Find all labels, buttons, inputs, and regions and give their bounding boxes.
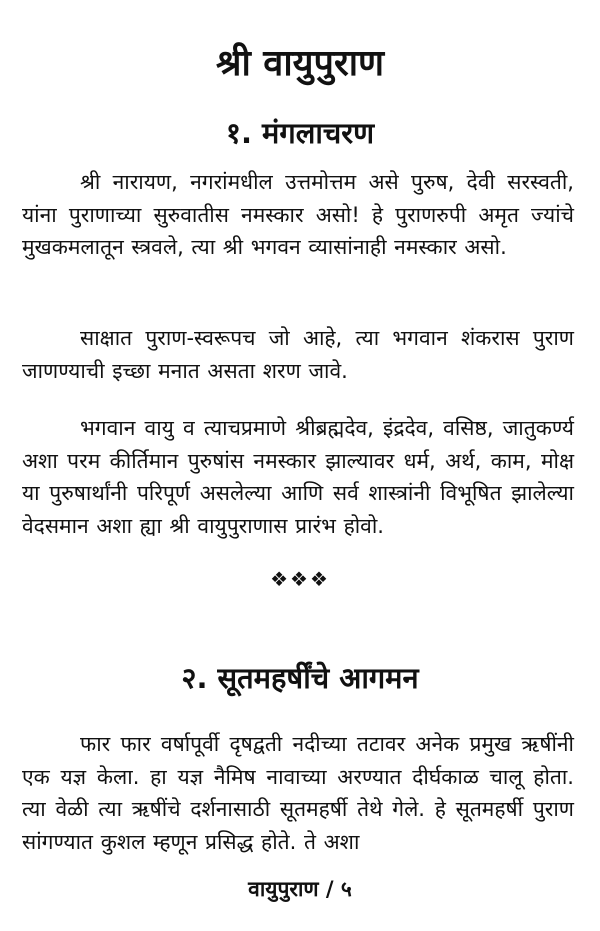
paragraph: साक्षात पुराण-स्वरूपच जो आहे, त्या भगवान शंकरास पुराण जाणण्याची इच्छा मनात असता शरण जावे. bbox=[22, 326, 574, 383]
paragraph: भगवान वायु व त्याचप्रमाणे श्रीब्रह्मदेव, इंद्रदेव, वसिष्ठ, जातुकर्ण्य अशा परम कीर्तिमान पुरुषांस नमस्कार झाल्यावर धर्म, अर्थ, काम, मोक्ष या पुरुषार्थांनी परिपूर्ण असलेल्या आणि सर्व शास्त्रांनी विभूषित झालेल्या वेदसमान अशा ह्या श्री वायुपुराणास प्रारंभ होवो. bbox=[22, 416, 574, 538]
paragraph: श्री नारायण, नगरांमधील उत्तमोत्तम असे पुरुष, देवी सरस्वती, यांना पुराणाच्या सुरुवातीस नमस्कार असो! हे पुराणरुपी अमृत ज्यांचे मुखकमलातून स्त्रवले, त्या श्री भगवन व्यासांनाही नमस्कार असो. bbox=[22, 170, 574, 259]
book-title: श्री वायुपुराण bbox=[215, 43, 385, 84]
paragraph: फार फार वर्षापूर्वी दृषद्वती नदीच्या तटावर अनेक प्रमुख ऋषींनी एक यज्ञ केला. हा यज्ञ नैमिष नावाच्या अरण्यात दीर्घकाळ चालू होता. त्या वेळी त्या ऋषींचे दर्शनासाठी सूतमहर्षी तेथे गेले. हे सूतमहर्षी पुराण सांगण्यात कुशल म्हणून प्रसिद्ध होते. ते अशा bbox=[22, 732, 574, 854]
section-divider-ornament: ❖❖❖ bbox=[270, 567, 330, 591]
page-footer: वायुपुराण / ५ bbox=[248, 877, 352, 901]
chapter-heading-mangalacharan: १. मंगलाचरण bbox=[225, 116, 375, 150]
chapter-heading-sutamaharshi-aagaman: २. सूतमहर्षींचे आगमन bbox=[181, 661, 419, 695]
